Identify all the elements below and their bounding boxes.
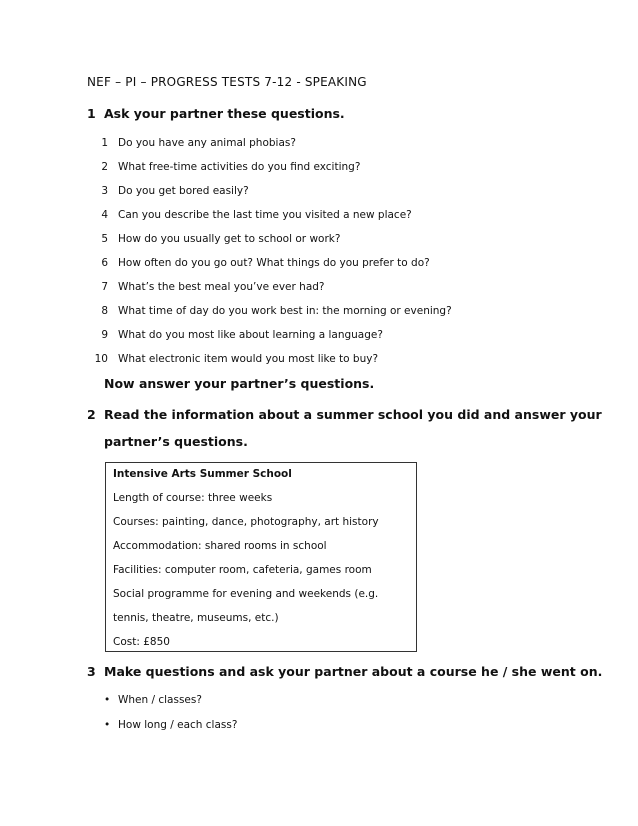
section-1-number: 1 — [87, 106, 96, 121]
box-length: Length of course: three weeks — [113, 492, 273, 504]
question-number: 10 — [94, 353, 108, 365]
question-text: What electronic item would you most like to buy? — [118, 353, 379, 365]
prompt-item: How long / each class? — [118, 719, 238, 731]
question-text: What do you most like about learning a language? — [118, 329, 383, 341]
question-number: 2 — [101, 161, 108, 173]
bullet-icon: • — [104, 719, 111, 731]
question-number: 5 — [101, 233, 108, 245]
box-accommodation: Accommodation: shared rooms in school — [113, 540, 327, 552]
box-courses: Courses: painting, dance, photography, art history — [113, 516, 379, 528]
page-title: NEF – PI – PROGRESS TESTS 7-12 - SPEAKING — [87, 75, 367, 89]
section-1-footer: Now answer your partner’s questions. — [104, 376, 375, 391]
prompt-item: When / classes? — [118, 694, 202, 706]
question-text: What free-time activities do you find exciting? — [118, 161, 361, 173]
section-3-number: 3 — [87, 664, 96, 679]
question-text: Do you have any animal phobias? — [118, 137, 296, 149]
box-facilities: Facilities: computer room, cafeteria, games room — [113, 564, 372, 576]
bullet-icon: • — [104, 694, 111, 706]
question-text: What time of day do you work best in: the morning or evening? — [118, 305, 452, 317]
question-number: 6 — [101, 257, 108, 269]
question-text: How do you usually get to school or work? — [118, 233, 341, 245]
section-2-heading-line-1: Read the information about a summer school you did and answer your — [104, 407, 602, 422]
box-cost: Cost: £850 — [113, 636, 170, 648]
section-3-heading: Make questions and ask your partner about a course he / she went on. — [104, 664, 603, 679]
section-1-heading: Ask your partner these questions. — [104, 106, 345, 121]
question-number: 9 — [101, 329, 108, 341]
summer-school-info-box — [105, 462, 417, 652]
question-text: Do you get bored easily? — [118, 185, 249, 197]
question-text: Can you describe the last time you visited a new place? — [118, 209, 412, 221]
question-number: 1 — [101, 137, 108, 149]
question-text: What’s the best meal you’ve ever had? — [118, 281, 325, 293]
box-social-line-2: tennis, theatre, museums, etc.) — [113, 612, 279, 624]
section-2-number: 2 — [87, 407, 96, 422]
box-title: Intensive Arts Summer School — [113, 468, 292, 480]
question-number: 4 — [101, 209, 108, 221]
question-number: 3 — [101, 185, 108, 197]
question-number: 7 — [101, 281, 108, 293]
box-social-line-1: Social programme for evening and weekends (e.g. — [113, 588, 379, 600]
question-text: How often do you go out? What things do you prefer to do? — [118, 257, 430, 269]
question-number: 8 — [101, 305, 108, 317]
section-2-heading-line-2: partner’s questions. — [104, 434, 248, 449]
